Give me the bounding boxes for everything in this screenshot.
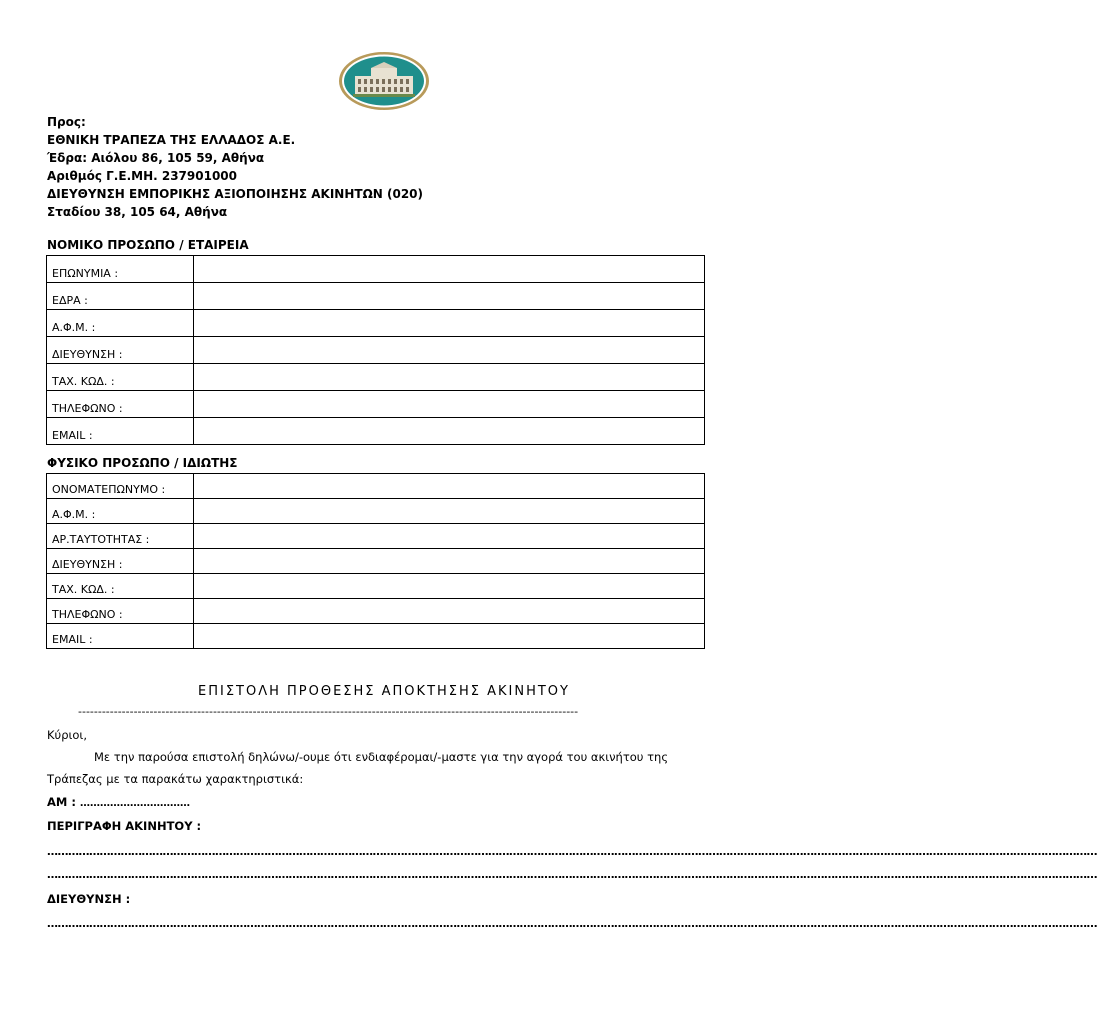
field-label: ΤΑΧ. ΚΩΔ. : (47, 364, 194, 391)
table-row (47, 310, 705, 337)
addressee-block (47, 113, 423, 221)
separator-line: ------------------------------------------------------------------------------------------------------------------------------ (78, 705, 579, 718)
field-label: ΤΗΛΕΦΩΝΟ : (47, 599, 194, 624)
table-row (47, 474, 705, 499)
description-line-2[interactable]: ………………………………………………………………………………………………………………………………………………………………………………………………………………………………………………………………………… (47, 868, 1097, 881)
description-line-1[interactable]: ………………………………………………………………………………………………………………………………………………………………………………………………………………………………………………………………………… (47, 845, 1097, 858)
table-row (47, 574, 705, 599)
field-value-cell[interactable] (194, 549, 705, 574)
department-name: ΔΙΕΥΘΥΝΣΗ ΕΜΠΟΡΙΚΗΣ ΑΞΙΟΠΟΙΗΣΗΣ ΑΚΙΝΗΤΩΝ (020) (47, 187, 424, 201)
letter-body-line-1: Με την παρούσα επιστολή δηλώνω/-ουμε ότι ενδιαφέρομαι/-μαστε για την αγορά του ακινήτου της (94, 750, 669, 764)
table-row (47, 499, 705, 524)
description-label: ΠΕΡΙΓΡΑΦΗ ΑΚΙΝΗΤΟΥ : (47, 819, 202, 833)
letter-body-line-2: Τράπεζας με τα παρακάτω χαρακτηριστικά: (47, 772, 304, 786)
legal-entity-table (46, 255, 705, 445)
table-row (47, 599, 705, 624)
field-label: ΑΡ.ΤΑΥΤΟΤΗΤΑΣ : (47, 524, 194, 549)
address-label: ΔΙΕΥΘΥΝΣΗ : (47, 892, 131, 906)
table-row (47, 391, 705, 418)
department-address: Σταδίου 38, 105 64, Αθήνα (47, 205, 228, 219)
field-value-cell[interactable] (194, 499, 705, 524)
table-row (47, 364, 705, 391)
legal-entity-heading: ΝΟΜΙΚΟ ΠΡΟΣΩΠΟ / ΕΤΑΙΡΕΙΑ (47, 238, 249, 252)
field-value-cell[interactable] (194, 418, 705, 445)
natural-person-table (46, 473, 705, 649)
field-label: ΟΝΟΜΑΤΕΠΩΝΥΜΟ : (47, 474, 194, 499)
field-label: ΤΗΛΕΦΩΝΟ : (47, 391, 194, 418)
field-value-cell[interactable] (194, 256, 705, 283)
table-row (47, 549, 705, 574)
am-label: ΑΜ : (47, 795, 76, 809)
natural-person-heading: ΦΥΣΙΚΟ ΠΡΟΣΩΠΟ / ΙΔΙΩΤΗΣ (47, 456, 238, 470)
field-value-cell[interactable] (194, 574, 705, 599)
am-value-dots[interactable]: …………………………… (79, 798, 190, 809)
field-label: EMAIL : (47, 418, 194, 445)
salutation: Κύριοι, (47, 728, 87, 742)
bank-name: ΕΘΝΙΚΗ ΤΡΑΠΕΖΑ ΤΗΣ ΕΛΛΑΔΟΣ Α.Ε. (47, 133, 296, 147)
field-value-cell[interactable] (194, 283, 705, 310)
bank-logo-icon (337, 50, 431, 112)
field-value-cell[interactable] (194, 310, 705, 337)
field-value-cell[interactable] (194, 474, 705, 499)
field-label: ΔΙΕΥΘΥΝΣΗ : (47, 337, 194, 364)
field-value-cell[interactable] (194, 624, 705, 649)
field-value-cell[interactable] (194, 391, 705, 418)
field-label: Α.Φ.Μ. : (47, 310, 194, 337)
table-row (47, 418, 705, 445)
field-label: EMAIL : (47, 624, 194, 649)
field-label: ΔΙΕΥΘΥΝΣΗ : (47, 549, 194, 574)
field-label: Α.Φ.Μ. : (47, 499, 194, 524)
gemi-number: Αριθμός Γ.Ε.ΜΗ. 237901000 (47, 169, 237, 183)
field-label: ΕΠΩΝΥΜΙΑ : (47, 256, 194, 283)
table-row (47, 283, 705, 310)
field-label: ΕΔΡΑ : (47, 283, 194, 310)
table-row (47, 256, 705, 283)
field-value-cell[interactable] (194, 524, 705, 549)
table-row (47, 337, 705, 364)
table-row (47, 524, 705, 549)
field-value-cell[interactable] (194, 337, 705, 364)
letter-title: ΕΠΙΣΤΟΛΗ ΠΡΟΘΕΣΗΣ ΑΠΟΚΤΗΣΗΣ ΑΚΙΝΗΤΟΥ (198, 684, 570, 699)
field-value-cell[interactable] (194, 599, 705, 624)
am-field (47, 795, 190, 809)
table-row (47, 624, 705, 649)
bank-seat: Έδρα: Αιόλου 86, 105 59, Αθήνα (47, 151, 265, 165)
to-label: Προς: (47, 115, 86, 129)
field-value-cell[interactable] (194, 364, 705, 391)
field-label: ΤΑΧ. ΚΩΔ. : (47, 574, 194, 599)
address-line[interactable]: ………………………………………………………………………………………………………………………………………………………………………………………………………………………………………………………………………… (47, 917, 1097, 930)
